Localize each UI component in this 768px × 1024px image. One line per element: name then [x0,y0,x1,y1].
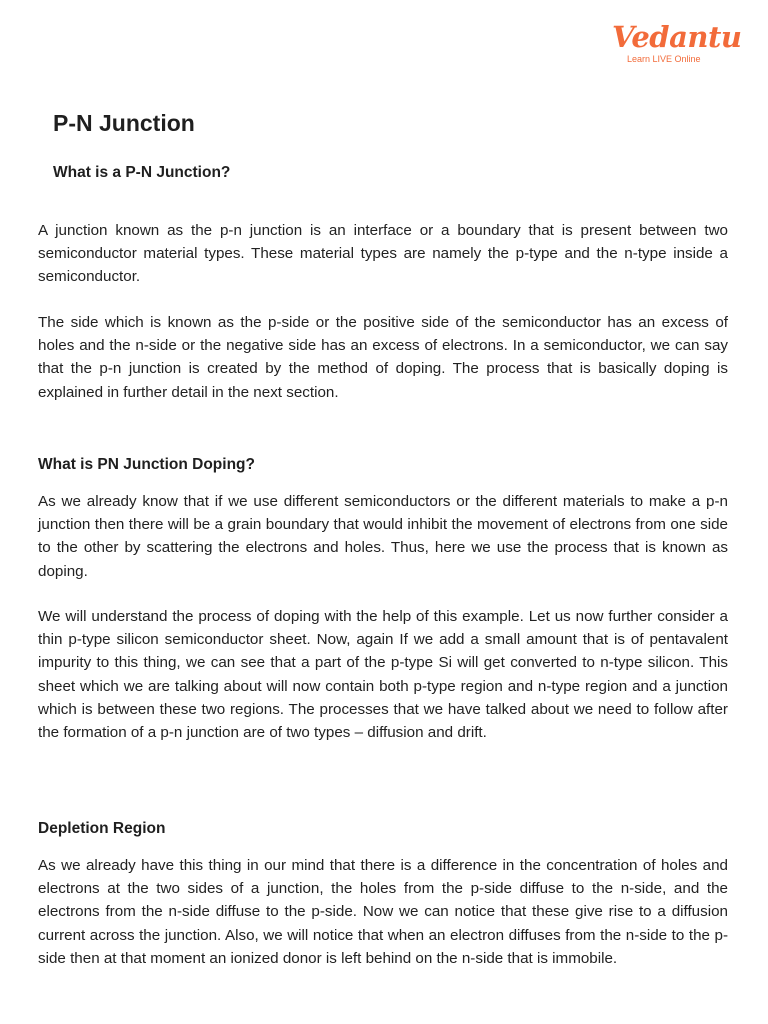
logo-tagline: Learn LIVE Online [627,54,701,64]
section-heading-what-is-pn-junction: What is a P-N Junction? [53,164,231,181]
section-heading-pn-junction-doping: What is PN Junction Doping? [38,456,255,473]
section-heading-depletion-region: Depletion Region [38,820,166,837]
logo-wordmark: Vedantu [612,20,742,54]
paragraph-doping-intro: As we already know that if we use different semiconductors or the different materials to make a p-n junction then there will be a grain boundary that would inhibit the movement of electrons from one side to the other by scattering the electrons and holes. Thus, here we use the process that is known as doping. [38,493,728,580]
paragraph-depletion-region: As we already have this thing in our mind that there is a difference in the concentration of holes and electrons at the two sides of a junction, the holes from the p-side diffuse to the n-side, and the electrons from the n-side diffuse to the p-side. Now we can notice that these give rise to a diffusion current across the junction. Also, we will notice that when an electron diffuses from the n-side to the p-side then at that moment an ionized donor is left behind on the n-side that is immobile. [38,857,728,967]
paragraph-p-side-n-side: The side which is known as the p-side or the positive side of the semiconductor has an excess of holes and the n-side or the negative side has an excess of electrons. In a semiconductor, we can say that the p-n junction is created by the method of doping. The process that is basically doping is explained in further detail in the next section. [38,314,728,401]
page-title: P-N Junction [53,110,195,136]
paragraph-pn-junction-definition: A junction known as the p-n junction is an interface or a boundary that is present between two semiconductor material types. These material types are namely the p-type and the n-type inside a semiconductor. [38,222,728,286]
vedantu-logo [612,20,742,70]
paragraph-doping-example: We will understand the process of doping with the help of this example. Let us now further consider a thin p-type silicon semiconductor sheet. Now, again If we add a small amount that is of pentavalent impurity to this thing, we can see that a part of the p-type Si will get converted to n-type silicon. This sheet which we are talking about will now contain both p-type region and n-type region and a junction which is between these two regions. The processes that we have talked about we need to follow after the formation of a p-n junction are of two types – diffusion and drift. [38,608,728,742]
